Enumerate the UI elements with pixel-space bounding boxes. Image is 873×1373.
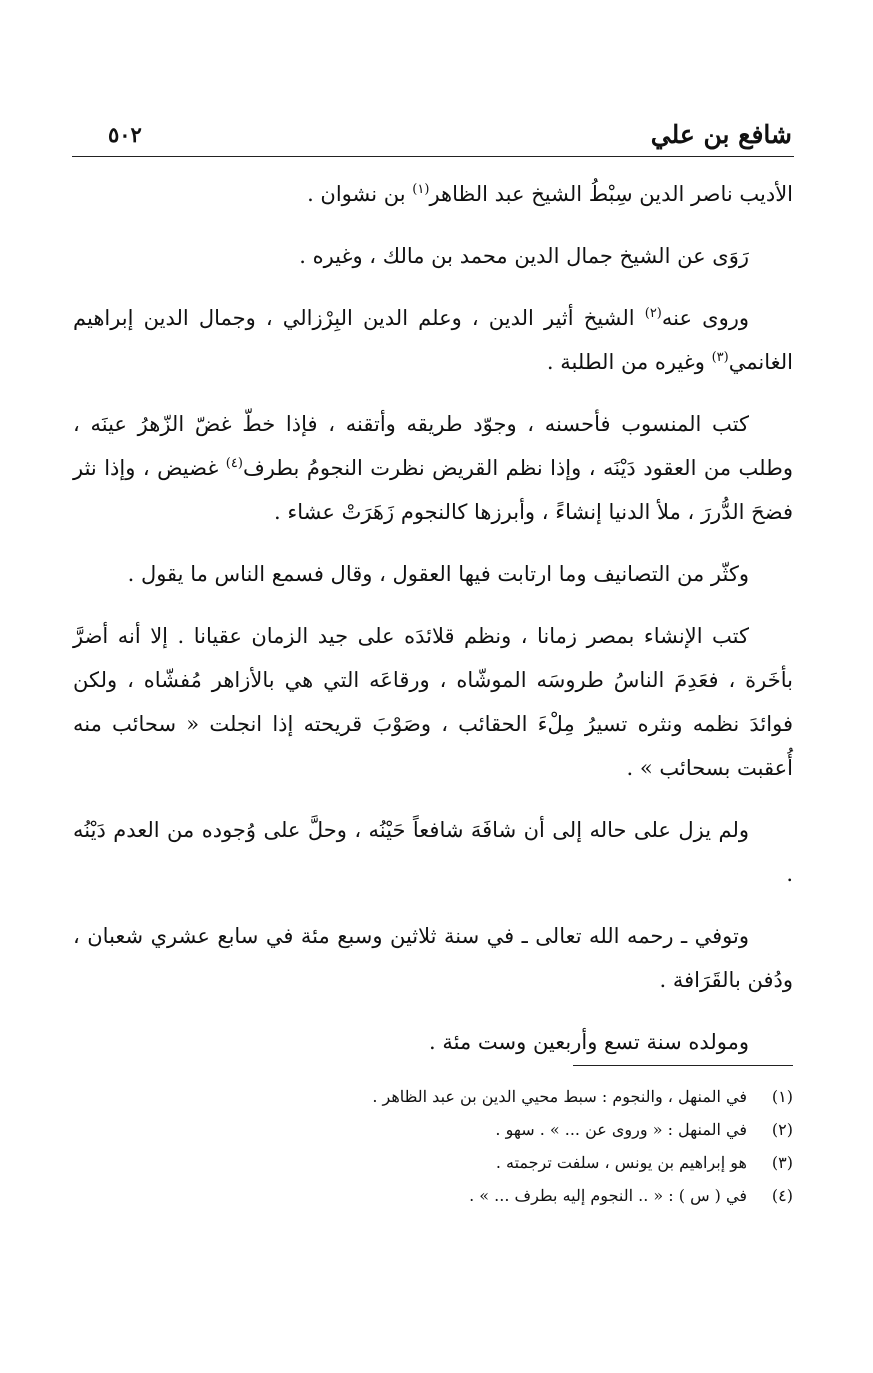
footnote-text: هو إبراهيم بن يونس ، سلفت ترجمته . <box>495 1153 747 1172</box>
footnote-marker: (٢) <box>644 306 662 321</box>
paragraph: ومولده سنة تسع وأربعين وست مئة . <box>429 1030 749 1054</box>
paragraph: الأديب ناصر الدين سِبْطُ الشيخ عبد الظاهر$^{(١)}$ بن نشوان . <box>307 182 793 206</box>
footnote <box>293 1146 793 1179</box>
footnote-number: (١) <box>771 1087 793 1106</box>
footnote-marker: (١) <box>412 182 430 197</box>
footnote-separator <box>573 1065 793 1066</box>
paragraph: كتب الإنشاء بمصر زمانا ، ونظم قلائدَه على جيد الزمان عقيانا . إلا أنه أضرَّ بأخَرة ، فعَدِمَ الناسُ طروسَه الموشّاه ، ورقاعَه التي هي بالأزاهر مُفشّاه ، ولكن فوائدَ نظمه ونثره تسيرُ مِلْءَ الحقائب ، وصَوْبَ قريحته إذا انجلت « سحائب منه أُعقبت بسحائب » . <box>73 624 793 780</box>
footnote-number: (٤) <box>771 1186 793 1205</box>
footnote-text: في ( س ) : « .. النجوم إليه بطرف ... » . <box>469 1186 747 1205</box>
footnote-marker: (٤) <box>225 456 243 471</box>
footnote-number: (٢) <box>771 1120 793 1139</box>
footnote-text: في المنهل ، والنجوم : سبط محيي الدين بن عبد الظاهر . <box>372 1087 747 1106</box>
running-head: شافع بن علي <box>650 120 792 149</box>
paragraph: رَوَى عن الشيخ جمال الدين محمد بن مالك ، وغيره . <box>299 244 749 268</box>
footnote-marker: (٣) <box>711 350 729 365</box>
page-number: ٥٠٢ <box>108 122 142 147</box>
paragraph: وكثّر من التصانيف وما ارتابت فيها العقول ، وقال فسمع الناس ما يقول . <box>127 562 749 586</box>
footnote-text: في المنهل : « وروى عن ... » . سهو . <box>495 1120 747 1139</box>
footnote-number: (٣) <box>771 1153 793 1172</box>
footnote <box>293 1080 793 1113</box>
paragraph: وروى عنه$^{(٢)}$ الشيخ أثير الدين ، وعلم الدين البِرْزالي ، وجمال الدين إبراهيم الغانمي$^{(٣)}$ وغيره من الطلبة . <box>73 306 793 374</box>
main-text <box>73 172 793 1082</box>
page-header <box>72 118 794 157</box>
paragraph: ولم يزل على حاله إلى أن شافَهَ شافعاً حَيْنُه ، وحلَّ على وُجوده من العدم دَيْنُه . <box>73 818 793 886</box>
footnote <box>293 1113 793 1146</box>
footnotes <box>293 1080 793 1212</box>
paragraph: وتوفي ـ رحمه الله تعالى ـ في سنة ثلاثين وسبع مئة في سابع عشري شعبان ، ودُفن بالقَرَافة . <box>73 924 793 992</box>
footnote <box>293 1179 793 1212</box>
paragraph: كتب المنسوب فأحسنه ، وجوّد طريقه وأتقنه ، فإذا خطّ غضّ الزّهرُ عينَه ، وطلب من العقود دَيْنَه ، وإذا نظم القريض نظرت النجومُ بطرف$^{(٤)}$ غضيض ، وإذا نثر فضحَ الدُّررَ ، ملأ الدنيا إنشاءً ، وأبرزها كالنجوم زَهَرَتْ عشاء . <box>73 412 793 524</box>
